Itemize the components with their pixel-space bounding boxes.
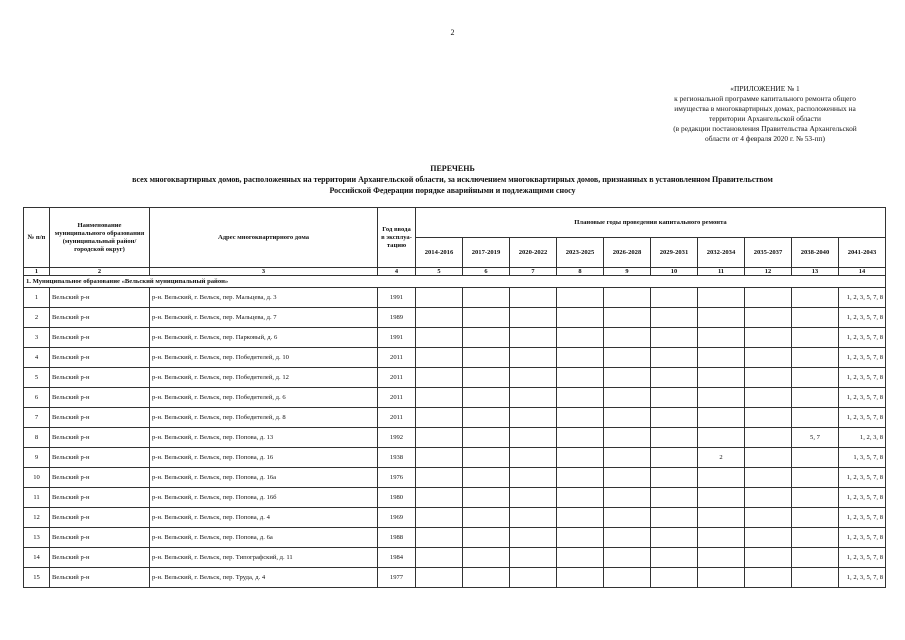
- row-period-cell: [416, 428, 463, 448]
- row-period-cell: [745, 368, 792, 388]
- row-municipality: Вельский р-н: [50, 548, 150, 568]
- header-period: 2041-2043: [839, 238, 886, 268]
- row-period-cell: 1, 2, 3, 5, 7, 8: [839, 348, 886, 368]
- row-period-cell: [745, 528, 792, 548]
- row-period-cell: [604, 488, 651, 508]
- row-period-cell: [792, 328, 839, 348]
- row-period-cell: [510, 548, 557, 568]
- row-period-cell: [510, 528, 557, 548]
- row-period-cell: [745, 388, 792, 408]
- row-year: 1988: [378, 528, 416, 548]
- row-period-cell: [463, 528, 510, 548]
- column-number: 13: [792, 268, 839, 276]
- row-period-cell: [792, 348, 839, 368]
- row-period-cell: [698, 488, 745, 508]
- row-period-cell: [792, 548, 839, 568]
- row-period-cell: [416, 288, 463, 308]
- header-period: 2017-2019: [463, 238, 510, 268]
- document-subtitle-line1: всех многоквартирных домов, расположенных на территории Архангельской области, за исключением многоквартирных домов, признанных в установленном Правительством: [132, 175, 773, 184]
- row-address: р-н. Вельский, г. Вельск, пер. Парковый, д. 6: [150, 328, 378, 348]
- appendix-note: [640, 84, 890, 144]
- row-period-cell: [604, 368, 651, 388]
- row-period-cell: [651, 448, 698, 468]
- header-num: № п/п: [24, 208, 50, 268]
- row-year: 2011: [378, 408, 416, 428]
- row-period-cell: [604, 408, 651, 428]
- header-period: 2032-2034: [698, 238, 745, 268]
- row-year: 1992: [378, 428, 416, 448]
- page-number: 2: [450, 28, 455, 37]
- row-period-cell: [698, 408, 745, 428]
- header-period: 2038-2040: [792, 238, 839, 268]
- row-period-cell: [651, 548, 698, 568]
- row-address: р-н. Вельский, г. Вельск, пер. Попова, д. 13: [150, 428, 378, 448]
- table-row: [24, 568, 886, 588]
- row-year: 1984: [378, 548, 416, 568]
- row-year: 1991: [378, 328, 416, 348]
- row-municipality: Вельский р-н: [50, 288, 150, 308]
- column-number: 3: [150, 268, 378, 276]
- row-period-cell: 1, 2, 3, 5, 7, 8: [839, 548, 886, 568]
- row-municipality: Вельский р-н: [50, 468, 150, 488]
- table-row: [24, 408, 886, 428]
- row-period-cell: [651, 508, 698, 528]
- row-municipality: Вельский р-н: [50, 488, 150, 508]
- table-row: [24, 368, 886, 388]
- row-municipality: Вельский р-н: [50, 368, 150, 388]
- row-period-cell: [510, 288, 557, 308]
- row-municipality: Вельский р-н: [50, 528, 150, 548]
- row-period-cell: [651, 308, 698, 328]
- column-number: 12: [745, 268, 792, 276]
- row-period-cell: [463, 488, 510, 508]
- table-row: [24, 548, 886, 568]
- row-period-cell: [698, 568, 745, 588]
- row-period-cell: [463, 408, 510, 428]
- row-period-cell: [510, 348, 557, 368]
- row-period-cell: [463, 428, 510, 448]
- row-period-cell: [651, 368, 698, 388]
- row-number: 15: [24, 568, 50, 588]
- row-period-cell: [604, 348, 651, 368]
- row-number: 12: [24, 508, 50, 528]
- row-period-cell: 1, 2, 3, 5, 7, 8: [839, 408, 886, 428]
- row-municipality: Вельский р-н: [50, 428, 150, 448]
- row-period-cell: [463, 508, 510, 528]
- row-period-cell: [557, 308, 604, 328]
- row-address: р-н. Вельский, г. Вельск, пер. Попова, д. 16: [150, 448, 378, 468]
- row-period-cell: [745, 408, 792, 428]
- document-heading: [0, 163, 905, 196]
- row-period-cell: [698, 308, 745, 328]
- row-period-cell: [604, 428, 651, 448]
- row-period-cell: [745, 328, 792, 348]
- row-municipality: Вельский р-н: [50, 348, 150, 368]
- row-period-cell: [416, 468, 463, 488]
- row-address: р-н. Вельский, г. Вельск, пер. Победителей, д. 12: [150, 368, 378, 388]
- table-row: [24, 328, 886, 348]
- column-number: 1: [24, 268, 50, 276]
- row-period-cell: [651, 528, 698, 548]
- row-period-cell: 1, 2, 3, 5, 7, 8: [839, 388, 886, 408]
- row-period-cell: [416, 508, 463, 528]
- row-period-cell: [557, 328, 604, 348]
- row-municipality: Вельский р-н: [50, 308, 150, 328]
- header-period: 2026-2028: [604, 238, 651, 268]
- row-number: 9: [24, 448, 50, 468]
- row-number: 2: [24, 308, 50, 328]
- row-period-cell: [557, 388, 604, 408]
- row-period-cell: [510, 508, 557, 528]
- row-number: 5: [24, 368, 50, 388]
- appendix-line: имущества в многоквартирных домах, расположенных на: [674, 104, 856, 113]
- row-period-cell: [745, 568, 792, 588]
- table-row: [24, 448, 886, 468]
- row-address: р-н. Вельский, г. Вельск, пер. Победителей, д. 8: [150, 408, 378, 428]
- row-address: р-н. Вельский, г. Вельск, пер. Попова, д. 4: [150, 508, 378, 528]
- row-address: р-н. Вельский, г. Вельск, пер. Победителей, д. 10: [150, 348, 378, 368]
- row-period-cell: [698, 288, 745, 308]
- column-number: 2: [50, 268, 150, 276]
- row-period-cell: [651, 348, 698, 368]
- table-row: [24, 288, 886, 308]
- row-year: 1976: [378, 468, 416, 488]
- row-period-cell: [745, 428, 792, 448]
- housing-table: [23, 207, 886, 588]
- row-period-cell: [698, 348, 745, 368]
- header-address: Адрес многоквартирного дома: [150, 208, 378, 268]
- row-municipality: Вельский р-н: [50, 388, 150, 408]
- table-row: [24, 348, 886, 368]
- appendix-line: территории Архангельской области: [709, 114, 821, 123]
- row-period-cell: [510, 368, 557, 388]
- row-municipality: Вельский р-н: [50, 408, 150, 428]
- row-period-cell: [416, 348, 463, 368]
- row-period-cell: [604, 568, 651, 588]
- row-period-cell: 1, 2, 3, 5, 7, 8: [839, 568, 886, 588]
- row-period-cell: [604, 388, 651, 408]
- row-period-cell: [745, 448, 792, 468]
- row-period-cell: [604, 528, 651, 548]
- section-title: 1. Муниципальное образование «Вельский муниципальный район»: [24, 276, 886, 288]
- row-period-cell: 2: [698, 448, 745, 468]
- row-period-cell: [651, 468, 698, 488]
- row-period-cell: [792, 368, 839, 388]
- row-period-cell: [557, 348, 604, 368]
- row-number: 3: [24, 328, 50, 348]
- row-period-cell: [698, 328, 745, 348]
- row-period-cell: [463, 368, 510, 388]
- row-period-cell: 1, 2, 3, 5, 7, 8: [839, 488, 886, 508]
- column-number-row: [24, 268, 886, 276]
- row-period-cell: [745, 468, 792, 488]
- row-number: 8: [24, 428, 50, 448]
- column-number: 7: [510, 268, 557, 276]
- appendix-line: «ПРИЛОЖЕНИЕ № 1: [730, 84, 800, 93]
- row-address: р-н. Вельский, г. Вельск, пер. Попова, д. 16а: [150, 468, 378, 488]
- row-year: 1991: [378, 288, 416, 308]
- appendix-line: области от 4 февраля 2020 г. № 53-пп): [705, 134, 825, 143]
- row-period-cell: [463, 568, 510, 588]
- row-period-cell: [792, 568, 839, 588]
- column-number: 11: [698, 268, 745, 276]
- row-number: 1: [24, 288, 50, 308]
- row-period-cell: [463, 468, 510, 488]
- row-number: 11: [24, 488, 50, 508]
- row-period-cell: [604, 288, 651, 308]
- row-year: 1977: [378, 568, 416, 588]
- row-period-cell: [510, 328, 557, 348]
- row-period-cell: [792, 388, 839, 408]
- row-period-cell: [510, 388, 557, 408]
- row-period-cell: [463, 328, 510, 348]
- row-period-cell: [557, 528, 604, 548]
- row-period-cell: [604, 448, 651, 468]
- table-row: [24, 488, 886, 508]
- row-period-cell: [792, 308, 839, 328]
- appendix-line: (в редакции постановления Правительства Архангельской: [673, 124, 857, 133]
- row-period-cell: [557, 468, 604, 488]
- row-period-cell: [416, 408, 463, 428]
- appendix-line: к региональной программе капитального ремонта общего: [674, 94, 856, 103]
- row-period-cell: [416, 308, 463, 328]
- row-period-cell: 1, 2, 3, 5, 7, 8: [839, 328, 886, 348]
- row-period-cell: [792, 528, 839, 548]
- row-period-cell: [557, 448, 604, 468]
- column-number: 9: [604, 268, 651, 276]
- row-number: 4: [24, 348, 50, 368]
- column-number: 10: [651, 268, 698, 276]
- row-period-cell: 1, 2, 3, 5, 7, 8: [839, 468, 886, 488]
- row-year: 2011: [378, 368, 416, 388]
- row-number: 6: [24, 388, 50, 408]
- row-period-cell: [745, 348, 792, 368]
- column-number: 4: [378, 268, 416, 276]
- row-period-cell: [698, 388, 745, 408]
- row-period-cell: 1, 2, 3, 5, 7, 8: [839, 508, 886, 528]
- row-year: 1989: [378, 308, 416, 328]
- row-period-cell: [510, 308, 557, 328]
- row-period-cell: 1, 2, 3, 5, 7, 8: [839, 368, 886, 388]
- row-address: р-н. Вельский, г. Вельск, пер. Попова, д. 6а: [150, 528, 378, 548]
- row-period-cell: [416, 328, 463, 348]
- row-period-cell: 1, 3, 5, 7, 8: [839, 448, 886, 468]
- row-period-cell: 1, 2, 3, 5, 7, 8: [839, 308, 886, 328]
- row-address: р-н. Вельский, г. Вельск, пер. Мальцева, д. 7: [150, 308, 378, 328]
- row-period-cell: [651, 328, 698, 348]
- row-period-cell: [792, 468, 839, 488]
- row-period-cell: [651, 568, 698, 588]
- row-period-cell: [651, 428, 698, 448]
- row-period-cell: [557, 488, 604, 508]
- row-period-cell: [651, 388, 698, 408]
- table-row: [24, 468, 886, 488]
- row-number: 14: [24, 548, 50, 568]
- column-number: 8: [557, 268, 604, 276]
- row-period-cell: [745, 548, 792, 568]
- row-year: 1980: [378, 488, 416, 508]
- row-address: р-н. Вельский, г. Вельск, пер. Победителей, д. 6: [150, 388, 378, 408]
- row-period-cell: [416, 488, 463, 508]
- row-period-cell: [792, 288, 839, 308]
- row-period-cell: [651, 288, 698, 308]
- table-row: [24, 428, 886, 448]
- row-period-cell: [651, 408, 698, 428]
- row-period-cell: [604, 468, 651, 488]
- row-number: 10: [24, 468, 50, 488]
- row-period-cell: [416, 548, 463, 568]
- column-number: 5: [416, 268, 463, 276]
- header-year: Год ввода в эксплуа-тацию: [378, 208, 416, 268]
- row-municipality: Вельский р-н: [50, 448, 150, 468]
- row-period-cell: [557, 408, 604, 428]
- row-period-cell: [463, 348, 510, 368]
- row-period-cell: [557, 428, 604, 448]
- row-address: р-н. Вельский, г. Вельск, пер. Попова, д. 16б: [150, 488, 378, 508]
- row-period-cell: [698, 548, 745, 568]
- row-municipality: Вельский р-н: [50, 568, 150, 588]
- row-period-cell: [604, 308, 651, 328]
- header-period: 2020-2022: [510, 238, 557, 268]
- row-period-cell: [510, 408, 557, 428]
- row-period-cell: [604, 508, 651, 528]
- row-address: р-н. Вельский, г. Вельск, пер. Труда, д. 4: [150, 568, 378, 588]
- row-address: р-н. Вельский, г. Вельск, пер. Мальцева, д. 3: [150, 288, 378, 308]
- row-period-cell: [792, 448, 839, 468]
- row-period-cell: 1, 2, 3, 5, 7, 8: [839, 288, 886, 308]
- row-period-cell: [698, 508, 745, 528]
- row-period-cell: [745, 488, 792, 508]
- row-period-cell: [698, 428, 745, 448]
- row-period-cell: [557, 368, 604, 388]
- row-period-cell: [604, 328, 651, 348]
- row-period-cell: [604, 548, 651, 568]
- header-period: 2023-2025: [557, 238, 604, 268]
- row-year: 1938: [378, 448, 416, 468]
- row-period-cell: [745, 288, 792, 308]
- row-period-cell: [463, 448, 510, 468]
- row-period-cell: [510, 488, 557, 508]
- row-year: 2011: [378, 388, 416, 408]
- row-period-cell: [792, 508, 839, 528]
- row-period-cell: [463, 308, 510, 328]
- row-period-cell: [463, 548, 510, 568]
- row-period-cell: [416, 568, 463, 588]
- row-period-cell: 1, 2, 3, 5, 7, 8: [839, 528, 886, 548]
- row-period-cell: [510, 468, 557, 488]
- row-period-cell: [416, 448, 463, 468]
- table-row: [24, 308, 886, 328]
- section-row: [24, 276, 886, 288]
- row-number: 7: [24, 408, 50, 428]
- header-municipality: Наименование муниципального образования (муниципальный район/городской округ): [50, 208, 150, 268]
- row-period-cell: 1, 2, 3, 8: [839, 428, 886, 448]
- row-address: р-н. Вельский, г. Вельск, пер. Типографский, д. 11: [150, 548, 378, 568]
- header-period: 2035-2037: [745, 238, 792, 268]
- row-period-cell: 5, 7: [792, 428, 839, 448]
- column-number: 6: [463, 268, 510, 276]
- row-period-cell: [557, 548, 604, 568]
- row-municipality: Вельский р-н: [50, 508, 150, 528]
- row-period-cell: [510, 428, 557, 448]
- row-period-cell: [557, 568, 604, 588]
- table-row: [24, 508, 886, 528]
- column-number: 14: [839, 268, 886, 276]
- table-row: [24, 388, 886, 408]
- row-period-cell: [463, 288, 510, 308]
- row-period-cell: [745, 508, 792, 528]
- row-period-cell: [557, 508, 604, 528]
- header-planned-years: Плановые годы проведения капитального ремонта: [416, 208, 886, 238]
- row-period-cell: [651, 488, 698, 508]
- header-period: 2029-2031: [651, 238, 698, 268]
- row-year: 2011: [378, 348, 416, 368]
- row-period-cell: [510, 568, 557, 588]
- row-period-cell: [698, 468, 745, 488]
- row-period-cell: [416, 368, 463, 388]
- document-subtitle-line2: Российской Федерации порядке аварийными и подлежащими сносу: [329, 186, 576, 195]
- row-number: 13: [24, 528, 50, 548]
- row-period-cell: [698, 528, 745, 548]
- table-row: [24, 528, 886, 548]
- row-period-cell: [698, 368, 745, 388]
- row-period-cell: [745, 308, 792, 328]
- row-period-cell: [792, 408, 839, 428]
- document-title: ПЕРЕЧЕНЬ: [430, 164, 475, 173]
- row-year: 1969: [378, 508, 416, 528]
- row-period-cell: [557, 288, 604, 308]
- row-period-cell: [463, 388, 510, 408]
- row-municipality: Вельский р-н: [50, 328, 150, 348]
- row-period-cell: [792, 488, 839, 508]
- row-period-cell: [510, 448, 557, 468]
- header-period: 2014-2016: [416, 238, 463, 268]
- row-period-cell: [416, 388, 463, 408]
- row-period-cell: [416, 528, 463, 548]
